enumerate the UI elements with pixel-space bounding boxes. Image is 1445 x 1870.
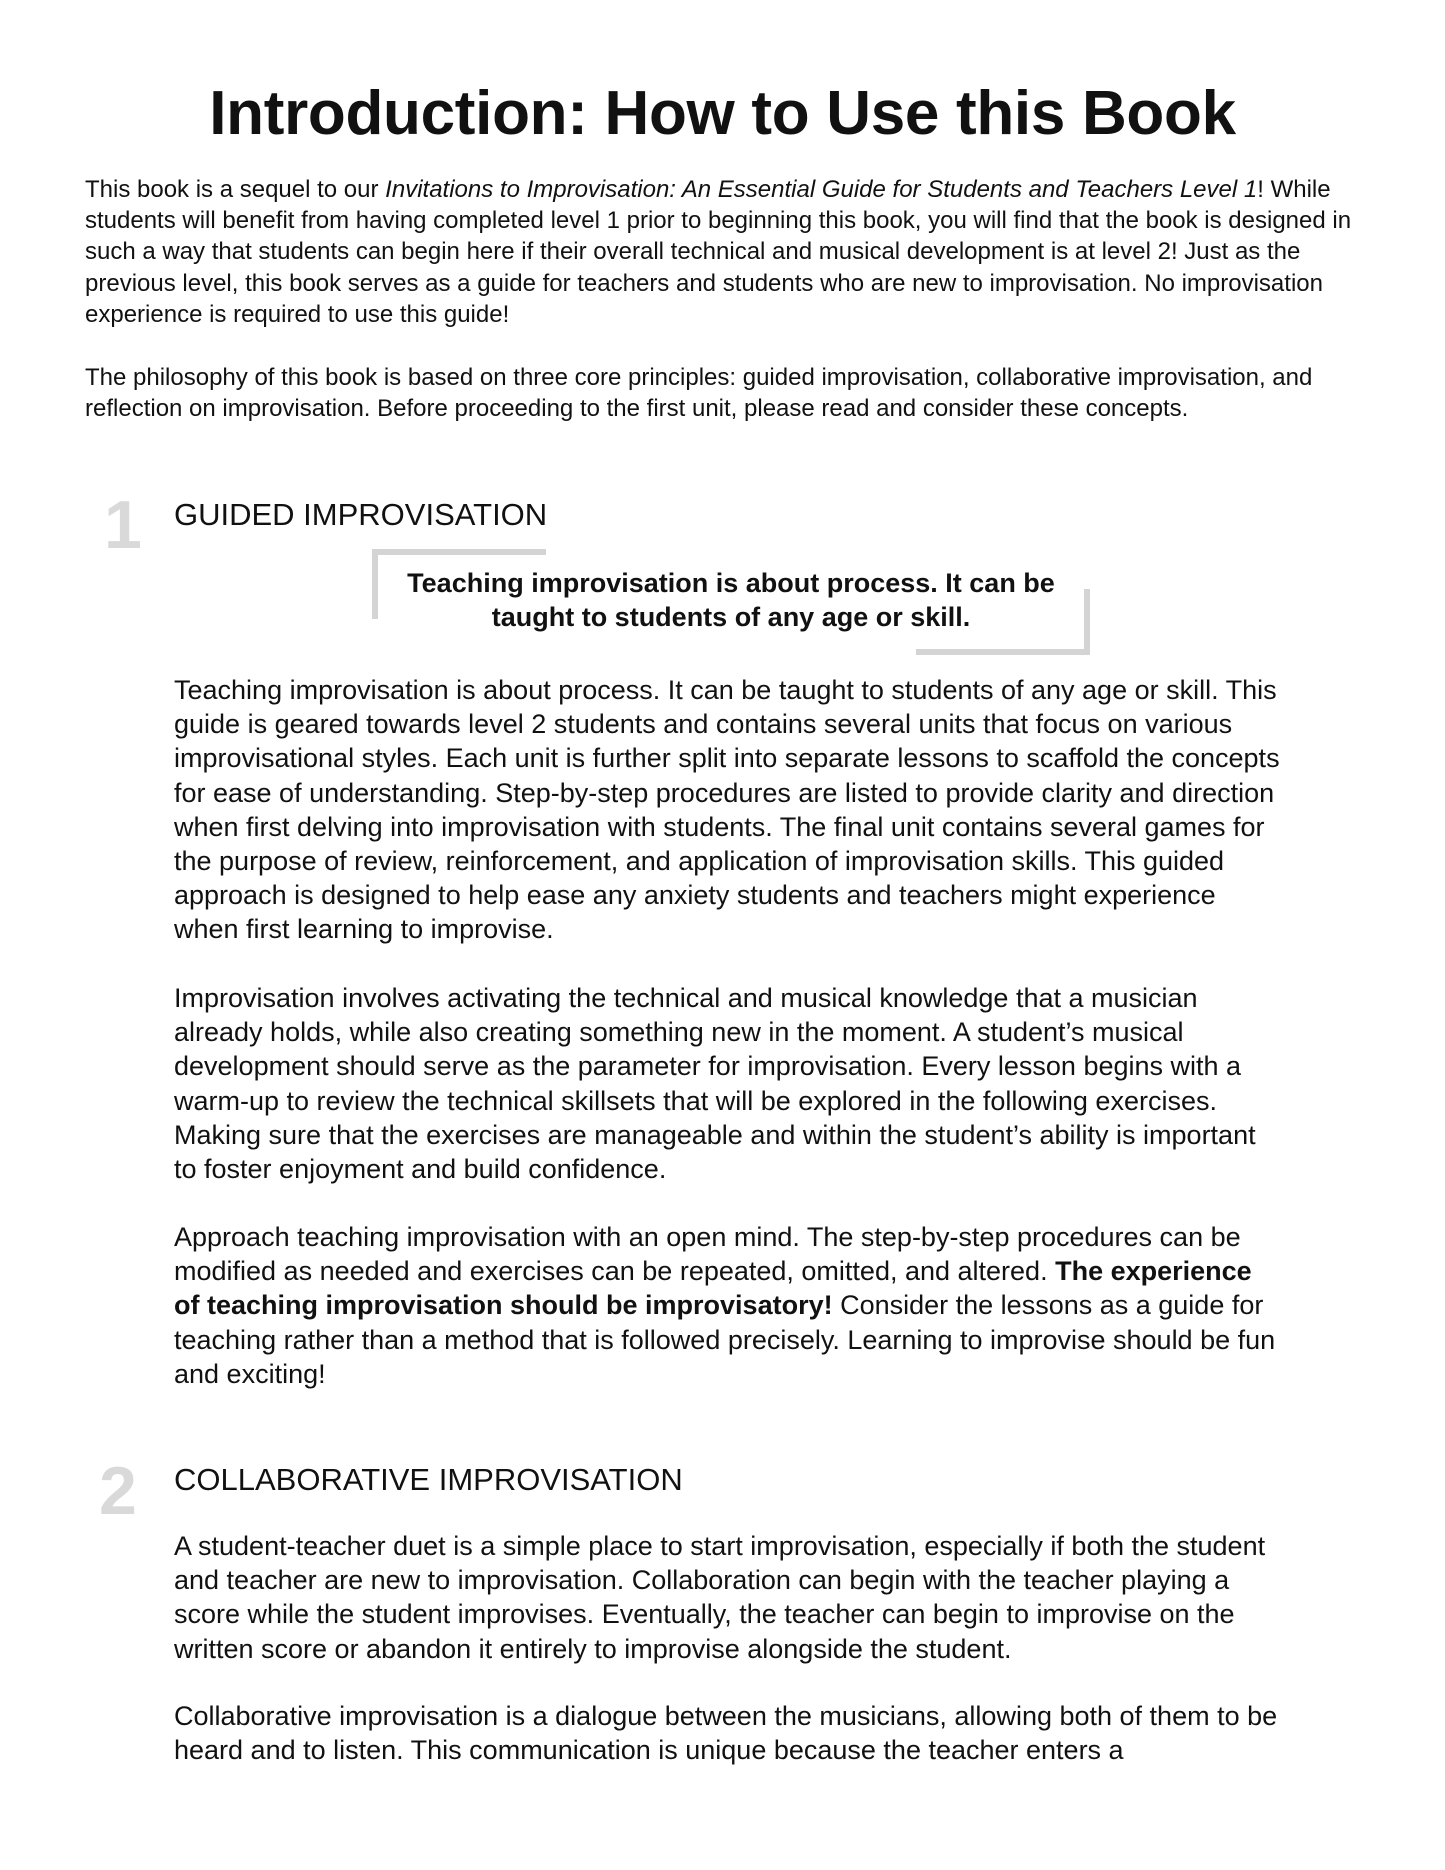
section-number-2: 2: [99, 1453, 137, 1529]
guided-p3-bold: The experience of teaching improvisation should be improvisatory!: [174, 1256, 1252, 1321]
section-number-1: 1: [104, 487, 142, 563]
intro-text-pre: This book is a sequel to our: [85, 176, 386, 203]
page-title: Introduction: How to Use this Book: [209, 79, 1236, 148]
collaborative-paragraph-1: A student-teacher duet is a simple place to start improvisation, especially if both the student and teacher are new to improvisation. Collaboration can begin with the teacher playing a score while the student improvises. Eventually, the teacher can begin to improvise on the written score or abandon it entirely to improvise alongside the student.: [174, 1531, 1266, 1664]
intro-paragraph-1: [85, 174, 1365, 330]
intro-text-post: ! While students will benefit from having completed level 1 prior to beginning this book, you will find that the book is designed in such a way that students can begin here if their overall technical and musical development is at level 2! Just as the previous level, this book serves as a guide for teachers and students who are new to improvisation. No improvisation experience is required to use this guide!: [85, 176, 1352, 328]
guided-p3-post: Consider the lessons as a guide for teaching rather than a method that is followed precisely. Learning to improvise should be fun and exciting!: [174, 1290, 1276, 1389]
guided-paragraph-3: [174, 1220, 1284, 1391]
section-heading-collaborative: COLLABORATIVE IMPROVISATION: [174, 1462, 683, 1497]
guided-paragraph-2: Improvisation involves activating the technical and musical knowledge that a musician already holds, while also creating something new in the moment. A student’s musical development should serve as the parameter for improvisation. Every lesson begins with a warm-up to review the technical skillsets that will be explored in the following exercises. Making sure that the exercises are manageable and within the student’s ability is important to foster enjoyment and build confidence.: [174, 983, 1256, 1185]
section-heading-guided: GUIDED IMPROVISATION: [174, 497, 548, 532]
collaborative-paragraph-2: Collaborative improvisation is a dialogue between the musicians, allowing both of them to be heard and to listen. This communication is unique because the teacher enters a: [174, 1701, 1278, 1766]
book-title-italic: Invitations to Improvisation: An Essential Guide for Students and Teachers Level 1: [385, 176, 1258, 203]
guided-p3-pre: Approach teaching improvisation with an open mind. The step-by-step procedures can be modified as needed and exercises can be repeated, omitted, and altered.: [174, 1222, 1241, 1287]
pull-quote-text: Teaching improvisation is about process. It can be taught to students of any age or skill.: [407, 568, 1055, 632]
guided-paragraph-1: Teaching improvisation is about process. It can be taught to students of any age or skill. This guide is geared towards level 2 students and contains several units that focus on various improvisational styles. Each unit is further split into separate lessons to scaffold the concepts for ease of understanding. Step-by-step procedures are listed to provide clarity and direction when first delving into improvisation with students. The final unit contains several games for the purpose of review, reinforcement, and application of improvisation skills. This guided approach is designed to help ease any anxiety students and teachers might experience when first learning to improvise.: [174, 675, 1280, 945]
pull-quote: [372, 549, 1090, 655]
intro-paragraph-2: The philosophy of this book is based on three core principles: guided improvisation, collaborative improvisation, and reflection on improvisation. Before proceeding to the first unit, please read and consider these concepts.: [85, 364, 1313, 423]
